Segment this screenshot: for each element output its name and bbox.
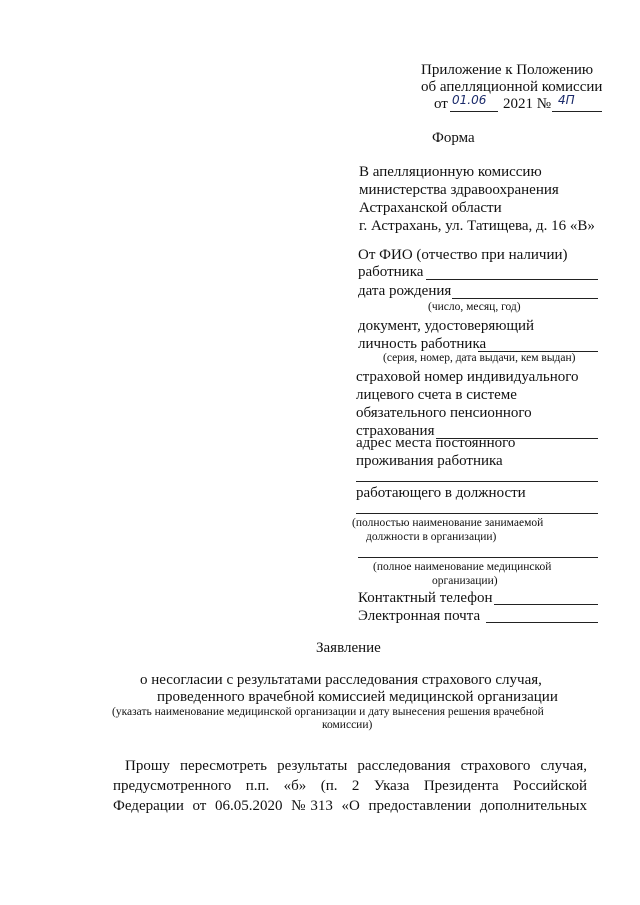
- subject-line-2: проведенного врачебной комиссией медицинской организации: [157, 689, 558, 705]
- header-date-line: [450, 111, 498, 112]
- phone-line: [494, 604, 598, 605]
- document-hint: (серия, номер, дата выдачи, кем выдан): [383, 352, 576, 364]
- snils-label-1: страховой номер индивидуального: [356, 369, 579, 385]
- addressee-line-2: министерства здравоохранения: [359, 182, 559, 198]
- address-label-1: адрес места постоянного: [356, 435, 516, 451]
- form-label: Форма: [432, 130, 475, 146]
- body-line-3: Федерации от 06.05.2020 №313 «О предоставлении дополнительных: [113, 798, 587, 814]
- subject-hint-2: комиссии): [322, 719, 373, 731]
- snils-label-4: страхования: [356, 423, 435, 439]
- sender-from: От ФИО (отчество при наличии): [358, 247, 568, 263]
- sender-worker-label: работника: [358, 264, 424, 280]
- addressee-line-1: В апелляционную комиссию: [359, 164, 542, 180]
- birth-date-label: дата рождения: [358, 283, 452, 299]
- email-line: [486, 622, 598, 623]
- birth-date-line: [452, 298, 598, 299]
- subject-line-1: о несогласии с результатами расследования страхового случая,: [140, 672, 542, 688]
- header-number-line: [552, 111, 602, 112]
- document-title: Заявление: [316, 640, 381, 656]
- position-hint-2: должности в организации): [366, 531, 497, 543]
- body-paragraph: [113, 756, 587, 816]
- address-label-2: проживания работника: [356, 453, 503, 469]
- position-hint-1: (полностью наименование занимаемой: [352, 517, 544, 529]
- addressee-line-3: Астраханской области: [359, 200, 502, 216]
- position-line: [356, 513, 598, 514]
- header-line-2: об апелляционной комиссии: [421, 79, 603, 95]
- document-label-2: личность работника: [358, 336, 487, 352]
- body-line-2: предусмотренного п.п. «б» (п. 2 Указа Президента Российской: [113, 778, 587, 794]
- phone-label: Контактный телефон: [358, 590, 493, 606]
- snils-label-3: обязательного пенсионного: [356, 405, 532, 421]
- email-label: Электронная почта: [358, 608, 481, 624]
- organization-hint-1: (полное наименование медицинской: [373, 561, 552, 573]
- header-number-handwritten: 4П: [558, 93, 575, 107]
- worker-name-line: [426, 279, 598, 280]
- position-label: работающего в должности: [356, 485, 526, 501]
- subject-hint-1: (указать наименование медицинской организации и дату вынесения решения врачебной: [112, 706, 544, 718]
- birth-date-hint: (число, месяц, год): [428, 301, 521, 313]
- header-line-1: Приложение к Положению: [421, 62, 594, 78]
- body-line-1: Прошу пересмотреть результаты расследования страхового случая,: [125, 758, 587, 774]
- snils-label-2: лицевого счета в системе: [356, 387, 517, 403]
- addressee-line-4: г. Астрахань, ул. Татищева, д. 16 «В»: [359, 218, 595, 234]
- header-year: 2021 №: [503, 96, 552, 112]
- organization-hint-2: организации): [432, 575, 498, 587]
- document-label-1: документ, удостоверяющий: [358, 318, 535, 334]
- header-date-prefix: от: [434, 96, 448, 112]
- address-line: [356, 481, 598, 482]
- header-date-handwritten: 01.06: [452, 93, 487, 107]
- organization-line: [358, 557, 598, 558]
